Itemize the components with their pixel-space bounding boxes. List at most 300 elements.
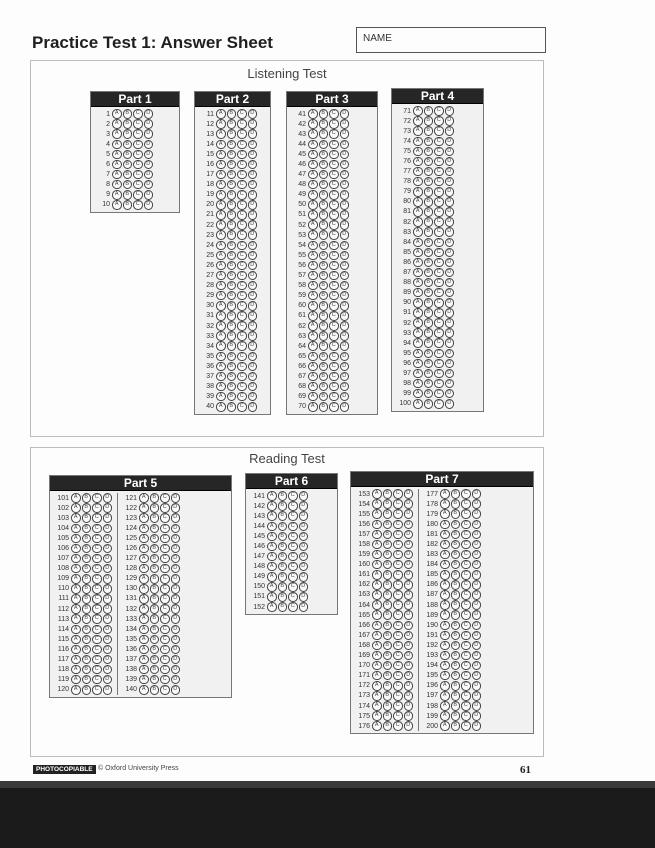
answer-bubble-c[interactable]: C	[237, 220, 247, 230]
answer-bubble-b[interactable]: B	[424, 207, 434, 217]
answer-bubble-b[interactable]: B	[383, 621, 393, 631]
answer-bubble-b[interactable]: B	[319, 341, 329, 351]
answer-bubble-d[interactable]: D	[445, 167, 455, 177]
answer-bubble-a[interactable]: A	[112, 129, 122, 139]
answer-bubble-c[interactable]: C	[237, 271, 247, 281]
answer-bubble-b[interactable]: B	[424, 399, 434, 409]
answer-bubble-c[interactable]: C	[329, 362, 339, 372]
answer-bubble-b[interactable]: B	[424, 167, 434, 177]
answer-bubble-d[interactable]: D	[299, 501, 309, 511]
answer-bubble-a[interactable]: A	[413, 177, 423, 187]
answer-bubble-a[interactable]: A	[139, 665, 149, 675]
answer-bubble-d[interactable]: D	[171, 513, 181, 523]
answer-bubble-d[interactable]: D	[472, 651, 482, 661]
answer-bubble-d[interactable]: D	[103, 685, 113, 695]
answer-bubble-a[interactable]: A	[71, 544, 81, 554]
answer-bubble-a[interactable]: A	[308, 331, 318, 341]
answer-bubble-b[interactable]: B	[319, 200, 329, 210]
answer-bubble-b[interactable]: B	[82, 665, 92, 675]
answer-bubble-b[interactable]: B	[319, 382, 329, 392]
answer-bubble-a[interactable]: A	[372, 590, 382, 600]
answer-bubble-a[interactable]: A	[112, 109, 122, 119]
answer-bubble-d[interactable]: D	[404, 560, 414, 570]
answer-bubble-a[interactable]: A	[267, 552, 277, 562]
answer-bubble-a[interactable]: A	[413, 227, 423, 237]
answer-bubble-b[interactable]: B	[424, 197, 434, 207]
answer-bubble-d[interactable]: D	[404, 721, 414, 731]
answer-bubble-d[interactable]: D	[103, 625, 113, 635]
answer-bubble-d[interactable]: D	[340, 150, 350, 160]
answer-bubble-a[interactable]: A	[71, 534, 81, 544]
answer-bubble-b[interactable]: B	[227, 210, 237, 220]
answer-bubble-c[interactable]: C	[160, 574, 170, 584]
answer-bubble-d[interactable]: D	[103, 584, 113, 594]
answer-bubble-c[interactable]: C	[393, 681, 403, 691]
answer-bubble-d[interactable]: D	[340, 301, 350, 311]
answer-bubble-a[interactable]: A	[308, 301, 318, 311]
answer-bubble-c[interactable]: C	[434, 217, 444, 227]
answer-bubble-b[interactable]: B	[319, 291, 329, 301]
answer-bubble-b[interactable]: B	[227, 261, 237, 271]
answer-bubble-c[interactable]: C	[237, 160, 247, 170]
answer-bubble-a[interactable]: A	[267, 491, 277, 501]
answer-bubble-a[interactable]: A	[372, 621, 382, 631]
answer-bubble-c[interactable]: C	[434, 116, 444, 126]
answer-bubble-a[interactable]: A	[440, 711, 450, 721]
answer-bubble-b[interactable]: B	[383, 530, 393, 540]
answer-bubble-b[interactable]: B	[123, 180, 133, 190]
answer-bubble-a[interactable]: A	[440, 489, 450, 499]
answer-bubble-a[interactable]: A	[440, 691, 450, 701]
answer-bubble-b[interactable]: B	[383, 509, 393, 519]
answer-bubble-c[interactable]: C	[288, 511, 298, 521]
answer-bubble-b[interactable]: B	[227, 281, 237, 291]
answer-bubble-d[interactable]: D	[404, 580, 414, 590]
answer-bubble-c[interactable]: C	[160, 503, 170, 513]
answer-bubble-d[interactable]: D	[404, 570, 414, 580]
answer-bubble-d[interactable]: D	[103, 604, 113, 614]
answer-bubble-a[interactable]: A	[440, 671, 450, 681]
answer-bubble-a[interactable]: A	[71, 604, 81, 614]
answer-bubble-a[interactable]: A	[267, 542, 277, 552]
answer-bubble-c[interactable]: C	[329, 200, 339, 210]
answer-bubble-b[interactable]: B	[451, 631, 461, 641]
answer-bubble-d[interactable]: D	[404, 681, 414, 691]
answer-bubble-d[interactable]: D	[340, 321, 350, 331]
answer-bubble-c[interactable]: C	[288, 572, 298, 582]
answer-bubble-c[interactable]: C	[160, 614, 170, 624]
answer-bubble-b[interactable]: B	[319, 190, 329, 200]
answer-bubble-a[interactable]: A	[308, 129, 318, 139]
answer-bubble-b[interactable]: B	[383, 580, 393, 590]
answer-bubble-b[interactable]: B	[82, 604, 92, 614]
answer-bubble-c[interactable]: C	[461, 560, 471, 570]
answer-bubble-c[interactable]: C	[160, 554, 170, 564]
answer-bubble-a[interactable]: A	[372, 721, 382, 731]
answer-bubble-d[interactable]: D	[404, 540, 414, 550]
answer-bubble-a[interactable]: A	[139, 493, 149, 503]
answer-bubble-b[interactable]: B	[451, 499, 461, 509]
answer-bubble-b[interactable]: B	[227, 291, 237, 301]
answer-bubble-a[interactable]: A	[308, 180, 318, 190]
answer-bubble-b[interactable]: B	[319, 220, 329, 230]
answer-bubble-b[interactable]: B	[383, 701, 393, 711]
answer-bubble-d[interactable]: D	[472, 661, 482, 671]
answer-bubble-d[interactable]: D	[171, 544, 181, 554]
answer-bubble-d[interactable]: D	[340, 392, 350, 402]
answer-bubble-a[interactable]: A	[372, 520, 382, 530]
answer-bubble-c[interactable]: C	[461, 520, 471, 530]
answer-bubble-a[interactable]: A	[440, 610, 450, 620]
answer-bubble-a[interactable]: A	[216, 301, 226, 311]
answer-bubble-c[interactable]: C	[92, 665, 102, 675]
answer-bubble-a[interactable]: A	[71, 524, 81, 534]
answer-bubble-a[interactable]: A	[267, 602, 277, 612]
answer-bubble-b[interactable]: B	[424, 369, 434, 379]
answer-bubble-c[interactable]: C	[160, 534, 170, 544]
answer-bubble-d[interactable]: D	[171, 594, 181, 604]
answer-bubble-d[interactable]: D	[248, 311, 258, 321]
answer-bubble-d[interactable]: D	[248, 180, 258, 190]
answer-bubble-d[interactable]: D	[340, 140, 350, 150]
answer-bubble-c[interactable]: C	[393, 600, 403, 610]
answer-bubble-c[interactable]: C	[237, 210, 247, 220]
answer-bubble-a[interactable]: A	[440, 621, 450, 631]
answer-bubble-b[interactable]: B	[319, 109, 329, 119]
answer-bubble-b[interactable]: B	[319, 372, 329, 382]
answer-bubble-c[interactable]: C	[133, 200, 143, 210]
answer-bubble-d[interactable]: D	[103, 554, 113, 564]
answer-bubble-b[interactable]: B	[227, 301, 237, 311]
answer-bubble-d[interactable]: D	[248, 372, 258, 382]
answer-bubble-d[interactable]: D	[103, 614, 113, 624]
answer-bubble-b[interactable]: B	[383, 520, 393, 530]
answer-bubble-a[interactable]: A	[216, 220, 226, 230]
answer-bubble-d[interactable]: D	[144, 170, 154, 180]
answer-bubble-c[interactable]: C	[329, 109, 339, 119]
answer-bubble-c[interactable]: C	[160, 513, 170, 523]
answer-bubble-a[interactable]: A	[71, 635, 81, 645]
answer-bubble-d[interactable]: D	[445, 147, 455, 157]
answer-bubble-d[interactable]: D	[445, 126, 455, 136]
answer-bubble-a[interactable]: A	[139, 564, 149, 574]
answer-bubble-d[interactable]: D	[472, 520, 482, 530]
answer-bubble-b[interactable]: B	[424, 116, 434, 126]
answer-bubble-c[interactable]: C	[237, 311, 247, 321]
answer-bubble-a[interactable]: A	[139, 524, 149, 534]
answer-bubble-c[interactable]: C	[434, 288, 444, 298]
answer-bubble-c[interactable]: C	[237, 190, 247, 200]
answer-bubble-d[interactable]: D	[404, 590, 414, 600]
answer-bubble-a[interactable]: A	[413, 338, 423, 348]
answer-bubble-a[interactable]: A	[372, 540, 382, 550]
answer-bubble-b[interactable]: B	[424, 177, 434, 187]
answer-bubble-a[interactable]: A	[112, 180, 122, 190]
answer-bubble-c[interactable]: C	[329, 180, 339, 190]
answer-bubble-a[interactable]: A	[413, 268, 423, 278]
answer-bubble-c[interactable]: C	[434, 308, 444, 318]
answer-bubble-a[interactable]: A	[216, 352, 226, 362]
answer-bubble-d[interactable]: D	[472, 540, 482, 550]
answer-bubble-a[interactable]: A	[112, 160, 122, 170]
answer-bubble-d[interactable]: D	[472, 580, 482, 590]
answer-bubble-a[interactable]: A	[372, 509, 382, 519]
answer-bubble-a[interactable]: A	[112, 200, 122, 210]
answer-bubble-c[interactable]: C	[434, 177, 444, 187]
answer-bubble-b[interactable]: B	[424, 298, 434, 308]
answer-bubble-b[interactable]: B	[424, 268, 434, 278]
answer-bubble-c[interactable]: C	[288, 532, 298, 542]
answer-bubble-b[interactable]: B	[82, 544, 92, 554]
answer-bubble-d[interactable]: D	[404, 600, 414, 610]
answer-bubble-c[interactable]: C	[92, 675, 102, 685]
answer-bubble-a[interactable]: A	[139, 594, 149, 604]
answer-bubble-b[interactable]: B	[123, 140, 133, 150]
answer-bubble-b[interactable]: B	[150, 635, 160, 645]
answer-bubble-d[interactable]: D	[103, 635, 113, 645]
answer-bubble-c[interactable]: C	[133, 170, 143, 180]
answer-bubble-b[interactable]: B	[319, 261, 329, 271]
answer-bubble-d[interactable]: D	[103, 574, 113, 584]
answer-bubble-a[interactable]: A	[413, 369, 423, 379]
answer-bubble-a[interactable]: A	[440, 530, 450, 540]
answer-bubble-b[interactable]: B	[82, 574, 92, 584]
answer-bubble-c[interactable]: C	[461, 641, 471, 651]
answer-bubble-b[interactable]: B	[319, 402, 329, 412]
answer-bubble-a[interactable]: A	[71, 493, 81, 503]
answer-bubble-c[interactable]: C	[237, 119, 247, 129]
answer-bubble-d[interactable]: D	[248, 301, 258, 311]
answer-bubble-a[interactable]: A	[372, 691, 382, 701]
answer-bubble-b[interactable]: B	[123, 150, 133, 160]
answer-bubble-c[interactable]: C	[393, 560, 403, 570]
answer-bubble-b[interactable]: B	[383, 610, 393, 620]
answer-bubble-c[interactable]: C	[434, 248, 444, 258]
answer-bubble-b[interactable]: B	[278, 592, 288, 602]
answer-bubble-d[interactable]: D	[404, 520, 414, 530]
answer-bubble-d[interactable]: D	[404, 691, 414, 701]
answer-bubble-d[interactable]: D	[171, 635, 181, 645]
answer-bubble-c[interactable]: C	[393, 550, 403, 560]
answer-bubble-c[interactable]: C	[237, 301, 247, 311]
answer-bubble-a[interactable]: A	[216, 210, 226, 220]
answer-bubble-c[interactable]: C	[92, 513, 102, 523]
answer-bubble-b[interactable]: B	[319, 362, 329, 372]
answer-bubble-d[interactable]: D	[445, 338, 455, 348]
answer-bubble-d[interactable]: D	[103, 665, 113, 675]
answer-bubble-c[interactable]: C	[461, 711, 471, 721]
answer-bubble-a[interactable]: A	[308, 281, 318, 291]
answer-bubble-a[interactable]: A	[267, 582, 277, 592]
answer-bubble-c[interactable]: C	[393, 661, 403, 671]
answer-bubble-d[interactable]: D	[404, 641, 414, 651]
answer-bubble-b[interactable]: B	[383, 489, 393, 499]
answer-bubble-c[interactable]: C	[461, 681, 471, 691]
answer-bubble-a[interactable]: A	[413, 106, 423, 116]
answer-bubble-c[interactable]: C	[160, 675, 170, 685]
answer-bubble-a[interactable]: A	[440, 721, 450, 731]
answer-bubble-c[interactable]: C	[92, 554, 102, 564]
answer-bubble-c[interactable]: C	[160, 544, 170, 554]
answer-bubble-d[interactable]: D	[445, 298, 455, 308]
answer-bubble-b[interactable]: B	[82, 645, 92, 655]
answer-bubble-b[interactable]: B	[227, 220, 237, 230]
answer-bubble-a[interactable]: A	[216, 180, 226, 190]
answer-bubble-c[interactable]: C	[461, 691, 471, 701]
answer-bubble-c[interactable]: C	[237, 341, 247, 351]
answer-bubble-a[interactable]: A	[372, 530, 382, 540]
answer-bubble-a[interactable]: A	[308, 119, 318, 129]
answer-bubble-d[interactable]: D	[103, 513, 113, 523]
answer-bubble-a[interactable]: A	[413, 349, 423, 359]
answer-bubble-c[interactable]: C	[461, 631, 471, 641]
answer-bubble-c[interactable]: C	[329, 291, 339, 301]
answer-bubble-d[interactable]: D	[340, 180, 350, 190]
answer-bubble-c[interactable]: C	[160, 604, 170, 614]
answer-bubble-a[interactable]: A	[308, 362, 318, 372]
answer-bubble-b[interactable]: B	[383, 671, 393, 681]
answer-bubble-c[interactable]: C	[329, 220, 339, 230]
answer-bubble-b[interactable]: B	[319, 170, 329, 180]
answer-bubble-a[interactable]: A	[308, 341, 318, 351]
answer-bubble-b[interactable]: B	[227, 241, 237, 251]
answer-bubble-d[interactable]: D	[404, 499, 414, 509]
answer-bubble-d[interactable]: D	[248, 281, 258, 291]
answer-bubble-c[interactable]: C	[329, 150, 339, 160]
answer-bubble-b[interactable]: B	[150, 493, 160, 503]
answer-bubble-c[interactable]: C	[461, 550, 471, 560]
answer-bubble-b[interactable]: B	[424, 338, 434, 348]
answer-bubble-a[interactable]: A	[139, 584, 149, 594]
answer-bubble-a[interactable]: A	[308, 140, 318, 150]
answer-bubble-a[interactable]: A	[308, 382, 318, 392]
answer-bubble-b[interactable]: B	[123, 170, 133, 180]
answer-bubble-a[interactable]: A	[413, 137, 423, 147]
answer-bubble-d[interactable]: D	[248, 352, 258, 362]
answer-bubble-d[interactable]: D	[171, 574, 181, 584]
answer-bubble-a[interactable]: A	[308, 311, 318, 321]
answer-bubble-c[interactable]: C	[434, 278, 444, 288]
answer-bubble-b[interactable]: B	[227, 311, 237, 321]
answer-bubble-b[interactable]: B	[451, 509, 461, 519]
answer-bubble-b[interactable]: B	[451, 540, 461, 550]
answer-bubble-a[interactable]: A	[112, 190, 122, 200]
answer-bubble-d[interactable]: D	[248, 140, 258, 150]
answer-bubble-c[interactable]: C	[92, 655, 102, 665]
answer-bubble-a[interactable]: A	[440, 520, 450, 530]
answer-bubble-c[interactable]: C	[237, 261, 247, 271]
answer-bubble-d[interactable]: D	[248, 271, 258, 281]
answer-bubble-b[interactable]: B	[150, 594, 160, 604]
answer-bubble-c[interactable]: C	[393, 570, 403, 580]
answer-bubble-a[interactable]: A	[440, 509, 450, 519]
answer-bubble-a[interactable]: A	[308, 170, 318, 180]
answer-bubble-c[interactable]: C	[329, 402, 339, 412]
answer-bubble-a[interactable]: A	[413, 298, 423, 308]
answer-bubble-c[interactable]: C	[237, 170, 247, 180]
answer-bubble-c[interactable]: C	[160, 493, 170, 503]
answer-bubble-c[interactable]: C	[434, 349, 444, 359]
answer-bubble-d[interactable]: D	[472, 600, 482, 610]
answer-bubble-b[interactable]: B	[278, 572, 288, 582]
answer-bubble-c[interactable]: C	[92, 493, 102, 503]
answer-bubble-a[interactable]: A	[267, 501, 277, 511]
answer-bubble-b[interactable]: B	[424, 288, 434, 298]
answer-bubble-a[interactable]: A	[139, 625, 149, 635]
answer-bubble-b[interactable]: B	[319, 392, 329, 402]
answer-bubble-d[interactable]: D	[299, 572, 309, 582]
answer-bubble-a[interactable]: A	[308, 150, 318, 160]
answer-bubble-d[interactable]: D	[445, 227, 455, 237]
answer-bubble-a[interactable]: A	[216, 230, 226, 240]
answer-bubble-a[interactable]: A	[413, 116, 423, 126]
answer-bubble-b[interactable]: B	[383, 661, 393, 671]
answer-bubble-d[interactable]: D	[472, 530, 482, 540]
answer-bubble-c[interactable]: C	[329, 140, 339, 150]
answer-bubble-b[interactable]: B	[451, 560, 461, 570]
answer-bubble-b[interactable]: B	[278, 491, 288, 501]
answer-bubble-c[interactable]: C	[237, 402, 247, 412]
answer-bubble-c[interactable]: C	[237, 382, 247, 392]
answer-bubble-b[interactable]: B	[227, 170, 237, 180]
answer-bubble-d[interactable]: D	[103, 655, 113, 665]
answer-bubble-b[interactable]: B	[424, 258, 434, 268]
answer-bubble-d[interactable]: D	[248, 402, 258, 412]
answer-bubble-c[interactable]: C	[237, 362, 247, 372]
answer-bubble-b[interactable]: B	[451, 701, 461, 711]
answer-bubble-c[interactable]: C	[237, 281, 247, 291]
answer-bubble-c[interactable]: C	[237, 251, 247, 261]
answer-bubble-b[interactable]: B	[451, 691, 461, 701]
answer-bubble-a[interactable]: A	[440, 651, 450, 661]
answer-bubble-a[interactable]: A	[71, 645, 81, 655]
answer-bubble-b[interactable]: B	[424, 106, 434, 116]
answer-bubble-a[interactable]: A	[216, 241, 226, 251]
answer-bubble-a[interactable]: A	[413, 399, 423, 409]
answer-bubble-d[interactable]: D	[340, 271, 350, 281]
answer-bubble-b[interactable]: B	[383, 691, 393, 701]
answer-bubble-b[interactable]: B	[227, 190, 237, 200]
answer-bubble-d[interactable]: D	[299, 552, 309, 562]
answer-bubble-a[interactable]: A	[71, 655, 81, 665]
answer-bubble-b[interactable]: B	[278, 602, 288, 612]
answer-bubble-b[interactable]: B	[150, 534, 160, 544]
answer-bubble-a[interactable]: A	[440, 681, 450, 691]
answer-bubble-d[interactable]: D	[445, 157, 455, 167]
answer-bubble-b[interactable]: B	[383, 631, 393, 641]
answer-bubble-c[interactable]: C	[288, 602, 298, 612]
answer-bubble-c[interactable]: C	[461, 530, 471, 540]
answer-bubble-d[interactable]: D	[340, 129, 350, 139]
answer-bubble-b[interactable]: B	[82, 675, 92, 685]
answer-bubble-b[interactable]: B	[150, 675, 160, 685]
answer-bubble-b[interactable]: B	[319, 321, 329, 331]
answer-bubble-c[interactable]: C	[329, 251, 339, 261]
answer-bubble-a[interactable]: A	[216, 311, 226, 321]
answer-bubble-d[interactable]: D	[144, 140, 154, 150]
answer-bubble-d[interactable]: D	[248, 210, 258, 220]
answer-bubble-b[interactable]: B	[82, 594, 92, 604]
answer-bubble-b[interactable]: B	[227, 230, 237, 240]
answer-bubble-a[interactable]: A	[267, 522, 277, 532]
answer-bubble-b[interactable]: B	[424, 147, 434, 157]
answer-bubble-a[interactable]: A	[308, 352, 318, 362]
answer-bubble-a[interactable]: A	[308, 230, 318, 240]
answer-bubble-b[interactable]: B	[383, 540, 393, 550]
answer-bubble-a[interactable]: A	[71, 625, 81, 635]
answer-bubble-c[interactable]: C	[288, 552, 298, 562]
answer-bubble-b[interactable]: B	[278, 552, 288, 562]
